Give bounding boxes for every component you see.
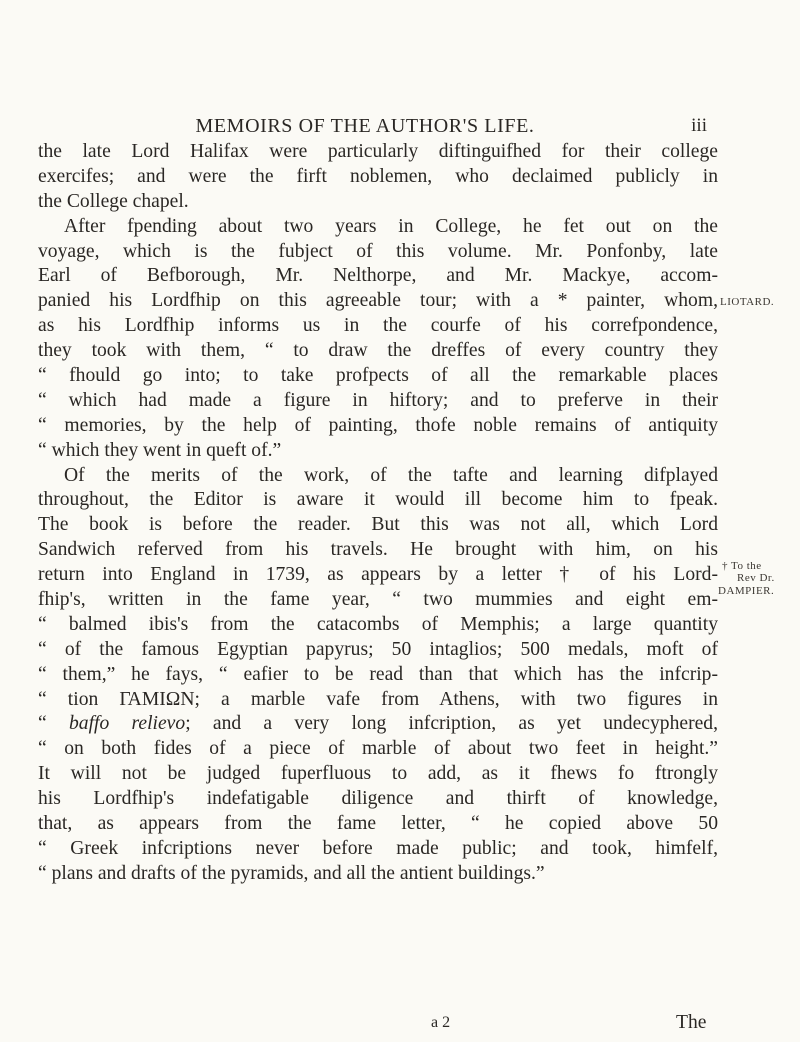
text-line: voyage, which is the fubject of this volume. Mr. Ponfonby, late <box>38 240 718 262</box>
running-title: MEMOIRS OF THE AUTHOR'S LIFE. <box>195 115 535 137</box>
text-line: panied his Lordfhip on this agreeable tour; with a * painter, whom, <box>38 290 718 312</box>
text-line: exercifes; and were the firft noblemen, who declaimed publicly in <box>38 165 718 187</box>
text-line: “ plans and drafts of the pyramids, and all the antient buildings.” <box>38 862 545 884</box>
margin-note-liotard: LIOTARD. <box>720 296 775 308</box>
text-line: “ tion ΓΑΜΙΩΝ; a marble vafe from Athens, with two figures in <box>38 688 718 710</box>
text-line: his Lordfhip's indefatigable diligence and thirft of knowledge, <box>38 788 718 810</box>
margin-note-dampier-line2: Rev Dr. <box>737 572 775 584</box>
body-text <box>38 140 718 887</box>
text-line: the late Lord Halifax were particularly diftinguifhed for their college <box>38 141 718 162</box>
text-line: “ which they went in queft of.” <box>38 439 282 461</box>
text-line: “ fhould go into; to take profpects of all the remarkable places <box>38 365 718 387</box>
text-line: return into England in 1739, as appears by a letter † of his Lord- <box>38 564 718 586</box>
text-line: “ Greek infcriptions never before made public; and took, himfelf, <box>38 837 718 859</box>
catchword: The <box>676 1012 707 1033</box>
page-number: iii <box>691 115 707 136</box>
text-line: After fpending about two years in College, he fet out on the <box>64 215 718 237</box>
signature-mark: a 2 <box>431 1014 451 1031</box>
text-line: they took with them, “ to draw the dreffes of every country they <box>38 340 718 362</box>
text-line: It will not be judged fuperfluous to add, as it fhews fo ftrongly <box>38 763 718 785</box>
line-remainder: ; and a very long infcription, as yet undecyphered, <box>185 713 718 735</box>
text-line: that, as appears from the fame letter, “ he copied above 50 <box>38 813 718 835</box>
italic-phrase: baffo relievo <box>68 713 186 735</box>
text-line: throughout, the Editor is aware it would ill become him to fpeak. <box>38 489 718 511</box>
text-line: “ balmed ibis's from the catacombs of Memphis; a large quantity <box>38 613 718 635</box>
text-line: “ of the famous Egyptian papyrus; 50 intaglios; 500 medals, moft of <box>38 638 718 660</box>
text-line: “ on both fides of a piece of marble of about two feet in height.” <box>38 738 718 760</box>
text-line: Earl of Befborough, Mr. Nelthorpe, and Mr. Mackye, accom- <box>38 265 718 287</box>
text-line: the College chapel. <box>38 190 189 212</box>
text-line: Sandwich referved from his travels. He brought with him, on his <box>38 539 718 561</box>
text-line <box>38 712 718 737</box>
text-line: as his Lordfhip informs us in the courfe of his correfpondence, <box>38 315 718 337</box>
text-line: The book is before the reader. But this was not all, which Lord <box>38 514 718 536</box>
margin-note-dampier-line1: † To the <box>722 560 762 572</box>
text-line: “ which had made a figure in hiftory; and to preferve in their <box>38 389 718 411</box>
quote-mark: “ <box>38 713 69 735</box>
running-head <box>115 114 707 138</box>
margin-note-dampier-line3: DAMPIER. <box>718 585 775 597</box>
text-line: fhip's, written in the fame year, “ two mummies and eight em- <box>38 589 718 611</box>
text-line: “ them,” he fays, “ eafier to be read than that which has the infcrip- <box>38 663 718 685</box>
text-line: Of the merits of the work, of the tafte and learning difplayed <box>64 464 718 486</box>
text-line: “ memories, by the help of painting, thofe noble remains of antiquity <box>38 414 718 436</box>
